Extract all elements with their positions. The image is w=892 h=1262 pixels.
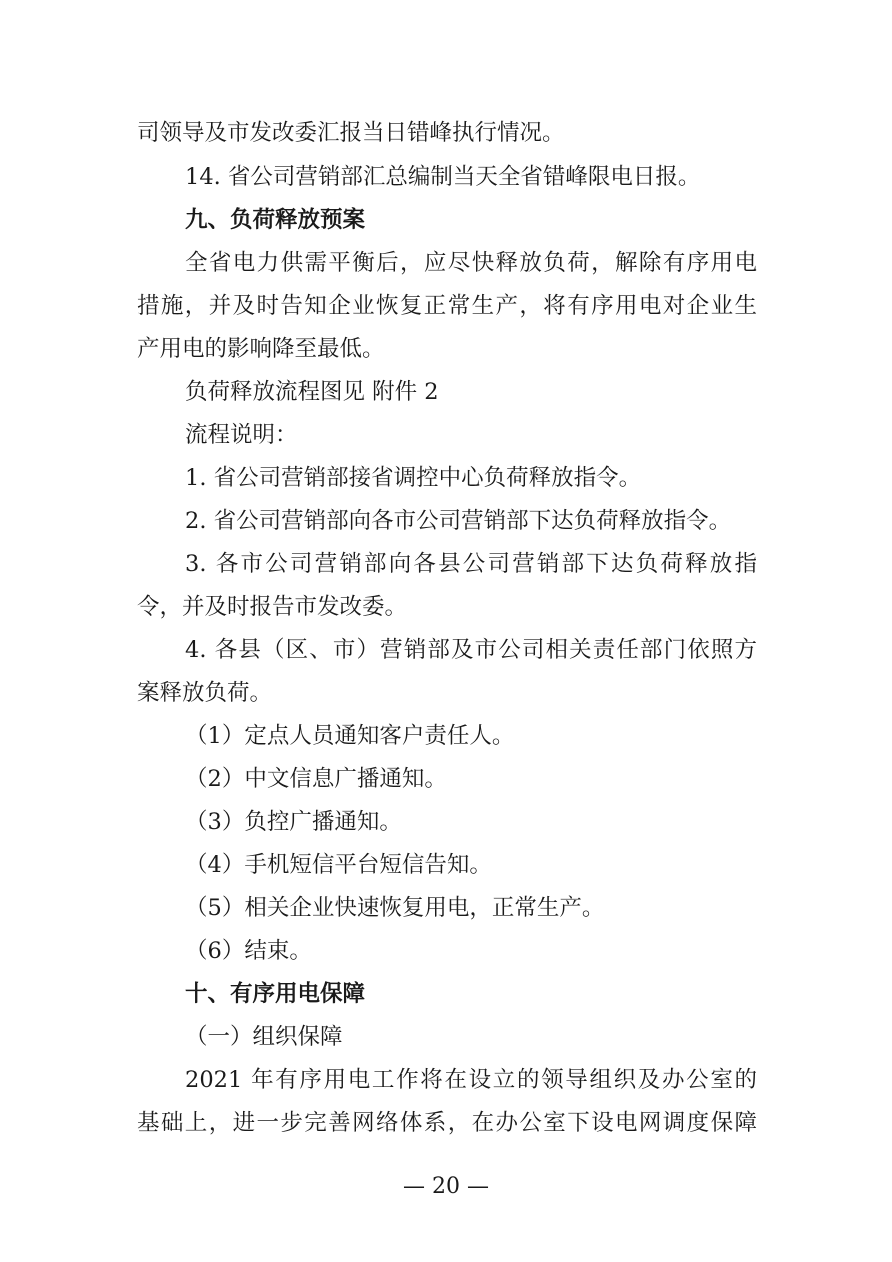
list-item: （6）结束。: [185, 938, 312, 964]
paragraph-line: 措施，并及时告知企业恢复正常生产，将有序用电对企业生: [137, 293, 757, 319]
paragraph-line: 产用电的影响降至最低。: [137, 336, 385, 362]
numbered-item: 3. 各市公司营销部向各县公司营销部下达负荷释放指: [185, 551, 757, 577]
numbered-item: 4. 各县（区、市）营销部及市公司相关责任部门依照方: [185, 637, 757, 663]
paragraph-line: 全省电力供需平衡后，应尽快释放负荷，解除有序用电: [185, 250, 757, 276]
text-line: 司领导及市发改委汇报当日错峰执行情况。: [137, 120, 565, 146]
list-item: （2）中文信息广播通知。: [185, 766, 447, 792]
paragraph-line: 令，并及时报告市发改委。: [137, 594, 408, 620]
list-item: （4）手机短信平台短信告知。: [185, 852, 492, 878]
numbered-item: 14. 省公司营销部汇总编制当天全省错峰限电日报。: [185, 164, 701, 190]
paragraph-line: 2021 年有序用电工作将在设立的领导组织及办公室的: [185, 1067, 757, 1093]
list-item: （5）相关企业快速恢复用电，正常生产。: [185, 895, 605, 921]
numbered-item: 1. 省公司营销部接省调控中心负荷释放指令。: [185, 465, 642, 491]
page-number: — 20 —: [403, 1174, 489, 1199]
list-item: （1）定点人员通知客户责任人。: [185, 723, 515, 749]
text-line: 流程说明：: [185, 422, 298, 448]
text-line: 负荷释放流程图见 附件 2: [185, 379, 439, 405]
section-heading: 九、负荷释放预案: [185, 207, 366, 233]
section-heading: 十、有序用电保障: [185, 981, 366, 1007]
subsection-heading: （一）组织保障: [185, 1024, 343, 1050]
paragraph-line: 基础上，进一步完善网络体系，在办公室下设电网调度保障: [137, 1110, 757, 1136]
paragraph-line: 案释放负荷。: [137, 680, 273, 706]
numbered-item: 2. 省公司营销部向各市公司营销部下达负荷释放指令。: [185, 508, 732, 534]
list-item: （3）负控广播通知。: [185, 809, 402, 835]
